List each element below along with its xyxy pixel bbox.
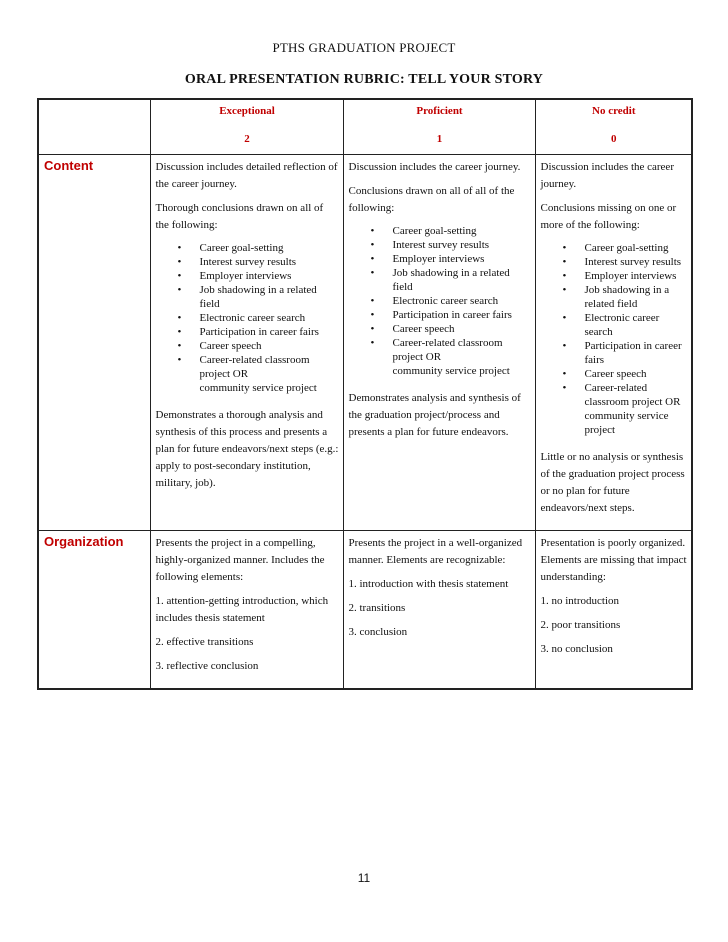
list-item: • Electronic career search (200, 311, 339, 325)
row-label-content: Content (38, 155, 150, 531)
list-item-text: Career-related classroom project OR (392, 337, 503, 363)
level-points: 2 (244, 133, 250, 145)
organization-proficient-cell (343, 531, 535, 690)
cell-line: Presents the project in a well-organized manner. Elements are recognizable: (348, 537, 523, 566)
list-item: • Participation in career fairs (393, 308, 531, 322)
criteria-list (541, 241, 688, 437)
list-item: • Employer interviews (200, 269, 339, 283)
cell-intro: Discussion includes detailed reflection of the career journey. (155, 161, 338, 190)
level-label: Exceptional (219, 105, 275, 117)
cell-line: 1. no introduction (540, 595, 620, 607)
level-header-proficient (343, 99, 535, 155)
row-label-organization: Organization (38, 531, 150, 690)
cell-line: 2. transitions (348, 602, 406, 614)
list-item: • Job shadowing in a related field (585, 283, 688, 311)
cell-line: 1. attention-getting introduction, which includes thesis statement (155, 595, 329, 624)
header-row (38, 99, 692, 155)
list-item: • Career speech (200, 339, 339, 353)
cell-closing: Demonstrates a thorough analysis and synthesis of this process and presents a plan for future endeavors/next steps (e.g.: apply to post-secondary institution, military, job). (155, 409, 339, 489)
cell-lead: Conclusions drawn on all of all of the following: (348, 185, 515, 214)
list-item-text: Career-related classroom project OR (199, 354, 310, 380)
list-item: • Interest survey results (200, 255, 339, 269)
list-item (585, 381, 688, 437)
content-no-credit-cell (535, 155, 692, 531)
cell-line: Presentation is poorly organized. Elements are missing that impact understanding: (540, 537, 687, 583)
list-item: • Job shadowing in a related field (393, 266, 531, 294)
cell-line: 3. conclusion (348, 626, 408, 638)
list-item: • Electronic career search (393, 294, 531, 308)
list-item-text: Career-related classroom project OR (584, 382, 681, 408)
content-row (38, 155, 692, 531)
level-header-exceptional (150, 99, 343, 155)
list-item: • Employer interviews (393, 252, 531, 266)
cell-line: Presents the project in a compelling, highly-organized manner. Includes the following elements: (155, 537, 325, 583)
cell-line: 3. reflective conclusion (155, 660, 259, 672)
list-item: • Career goal-setting (585, 241, 688, 255)
rubric-table (37, 98, 693, 690)
list-item: • Employer interviews (585, 269, 688, 283)
cell-line: 1. introduction with thesis statement (348, 578, 509, 590)
level-label: No credit (592, 105, 636, 117)
list-item: • Career goal-setting (393, 224, 531, 238)
list-item-continuation: community service project (199, 382, 317, 394)
cell-line: 2. effective transitions (155, 636, 254, 648)
list-item (393, 336, 531, 378)
cell-closing: Demonstrates analysis and synthesis of the graduation project/process and presents a plan for future endeavors. (348, 392, 521, 438)
cell-closing: Little or no analysis or synthesis of the graduation project process or no plan for future endeavors/next steps. (540, 451, 685, 514)
list-item: • Electronic career search (585, 311, 688, 339)
list-item (200, 353, 339, 395)
list-item: • Career speech (585, 367, 688, 381)
list-item: • Participation in career fairs (200, 325, 339, 339)
criteria-list (349, 224, 531, 378)
document-title: PTHS GRADUATION PROJECT (272, 40, 456, 55)
cell-intro: Discussion includes the career journey. (540, 161, 674, 190)
list-item-continuation: community service project (584, 410, 669, 436)
page-number: 11 (357, 871, 371, 885)
level-header-no-credit (535, 99, 692, 155)
organization-exceptional-cell (150, 531, 343, 690)
criteria-list (156, 241, 339, 395)
cell-lead: Conclusions missing on one or more of the following: (540, 202, 677, 231)
list-item: • Career goal-setting (200, 241, 339, 255)
list-item: • Interest survey results (393, 238, 531, 252)
content-exceptional-cell (150, 155, 343, 531)
content-proficient-cell (343, 155, 535, 531)
organization-row (38, 531, 692, 690)
list-item: • Job shadowing in a related field (200, 283, 339, 311)
list-item: • Participation in career fairs (585, 339, 688, 367)
level-points: 1 (436, 133, 443, 145)
list-item: • Interest survey results (585, 255, 688, 269)
empty-corner-cell (38, 99, 150, 155)
list-item: • Career speech (393, 322, 531, 336)
cell-intro: Discussion includes the career journey. (348, 161, 521, 173)
level-label: Proficient (416, 105, 463, 117)
organization-no-credit-cell (535, 531, 692, 690)
list-item-continuation: community service project (392, 365, 510, 377)
level-points: 0 (611, 133, 617, 145)
cell-line: 2. poor transitions (540, 619, 621, 631)
cell-lead: Thorough conclusions drawn on all of the following: (155, 202, 324, 231)
rubric-title: ORAL PRESENTATION RUBRIC: TELL YOUR STORY (184, 72, 544, 87)
cell-line: 3. no conclusion (540, 643, 613, 655)
